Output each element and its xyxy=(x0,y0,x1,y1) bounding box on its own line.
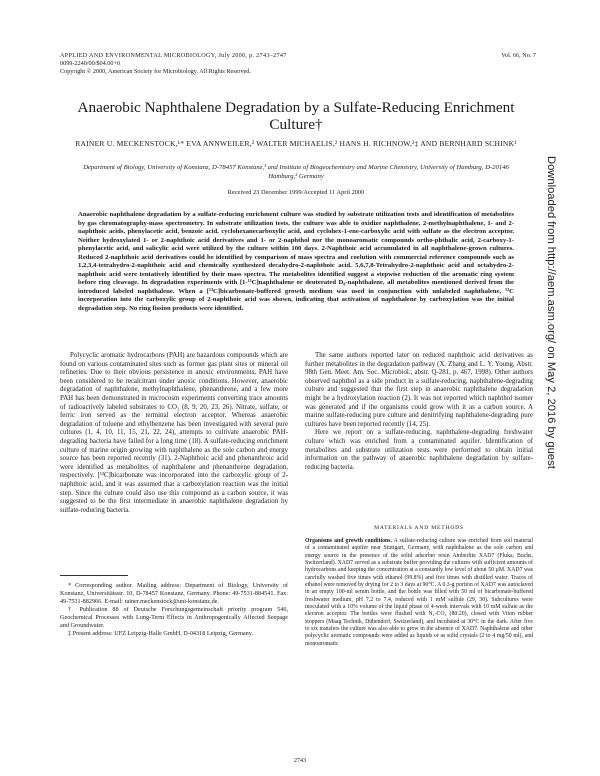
received-accepted-dates: Received 23 December 1999/Accepted 11 April 2000 xyxy=(227,189,365,196)
affiliations: Department of Biology, University of Konstanz, D-78457 Konstanz,¹ and Institute of Biogeochemistry and Marine Chemistry, University of Hamburg, D-20146 Hamburg,² Germany xyxy=(83,164,509,180)
copyright-line: Copyright © 2000, American Society for Microbiology. All Rights Reserved. xyxy=(60,68,251,76)
page-number: 2743 xyxy=(293,757,307,764)
abstract: Anaerobic naphthalene degradation by a sulfate-reducing enrichment culture was studied by substrate utilization tests and identification of metabolites by gas chromatography-mass spectrometry. In substrate utilization tests, the culture was able to oxidize naphthalene, 2-methylnaphthalene, 1- and 2-naphthoic acids, phenylacetic acid, benzoic acid, cyclohexanecarboxylic acid, and cyclohex-1-ene-carboxylic acid with sulfate as the electron acceptor. Neither hydroxylated 1- or 2-naphthoic acid derivatives and 1- or 2-naphthol nor the monoaromatic compounds ortho-phthalic acid, 2-carboxy-1-phenylacetic acid, and salicylic acid were utilized by the culture within 100 days. 2-Naphthoic acid accumulated in all naphthalene-grown cultures. Reduced 2-naphthoic acid derivatives could be identified by comparison of mass spectra and coelution with commercial reference compounds such as 1,2,3,4-tetrahydro-2-naphthoic acid and chemically synthesized decahydro-2-naphthoic acid. 5,6,7,8-Tetrahydro-2-naphthoic acid and octahydro-2-naphthoic acid were tentatively identified by their mass spectra. The metabolites identified suggest a stepwise reduction of the aromatic ring system before ring cleavage. In degradation experiments with [1-¹³C]naphthalene or deuterated D₈-naphthalene, all metabolites mentioned derived from the introduced labeled naphthalene. When a [¹³C]bicarbonate-buffered growth medium was used in conjunction with unlabeled naphthalene, ¹³C incorporation into the carboxylic group of 2-naphthoic acid was shown, indicating that activation of naphthalene by carboxylation was the initial degradation step. No ring fission products were identified. xyxy=(78,211,514,313)
footnotes xyxy=(60,582,288,638)
intro-paragraph-3: Here we report on a sulfate-reducing, naphthalene-degrading freshwater culture which was enriched from a contaminated aquifer. Identification of metabolites and substrate utilization tests were performed to obtain initial information on the pathway of anaerobic naphthalene degradation by sulfate-reducing bacteria. xyxy=(305,429,533,471)
download-watermark-text: Downloaded from http://aem.asm.org/ on May 2, 2016 by guest xyxy=(545,156,557,469)
journal-citation: APPLIED AND ENVIRONMENTAL MICROBIOLOGY, July 2000, p. 2743–2747 xyxy=(60,52,287,59)
running-header xyxy=(60,52,287,77)
author-list: RAINER U. MECKENSTOCK,¹* EVA ANNWEILER,² WALTER MICHAELIS,² HANS H. RICHNOW,²‡ AND BERNHARD SCHINK¹ xyxy=(75,139,517,148)
methods-paragraph xyxy=(305,538,533,648)
volume-issue: Vol. 66, No. 7 xyxy=(501,52,536,59)
footnote-publication: † Publication 88 of Deutsche Forschungsgemeinschaft priority program 546, Geochemical Processes with Long-Term Effects in Anthropogenically Affected Seepage and Groundwater. xyxy=(60,606,288,629)
intro-paragraph: Polycyclic aromatic hydrocarbons (PAH) are hazardous compounds which are found on various contaminated sites such as former gas plant sites or mineral oil refineries. Due to their obvious persistence in anoxic environments, PAH have been considered to be recalcitrant under anoxic conditions. However, anaerobic degradation of naphthalene, methylnaphthalene, phenanthrene, and a few more PAH has been demonstrated in microcosm experiments converting trace amounts of radioactively labeled substrates to CO₂ (8, 9, 20, 23, 26). Nitrate, sulfate, or ferric iron served as the terminal electron acceptor. Whereas anaerobic degradation of toluene and ethylbenzene has been investigated with several pure cultures (1, 4, 10, 11, 15, 21, 22, 24), attempts to cultivate anaerobic PAH-degrading bacteria have failed for a long time (18). A sulfate-reducing enrichment culture of marine origin growing with naphthalene as the sole carbon and energy source has been reported recently (31). 2-Naphthoic acid and phenanthroic acid were identified as metabolites of naphthalene and phenanthrene degradation, respectively. [¹³C]bicarbonate was incorporated into the carboxylic group of 2-naphthoic acid, and it was assumed that a carboxylation reaction was the initial step. Since the culture could also use this compound as a carbon source, it was suggested to be the first intermediate in anaerobic naphthalene degradation by sulfate-reducing bacteria. xyxy=(60,352,288,514)
body-column-right xyxy=(305,352,533,472)
footnote-corresponding: * Corresponding author. Mailing address: Department of Biology, University of Konstanz, Universitätsstr. 10, D-78457 Konstanz, Germany. Phone: 49-7531-884541. Fax: 49-7531-882966. E-mail: rainer.meckenstock@uni-konstanz.de. xyxy=(60,582,288,605)
body-column-left xyxy=(60,352,288,515)
methods-text: A sulfate-reducing culture was enriched from soil material of a contaminated aquifer near Stuttgart, Germany, with naphthalene as the sole carbon and energy source in the presence of the solid adsorber resin Amberlite XAD7 (Fluka, Buchs, Switzerland). XAD7 served as a substrate buffer providing the cultures with sufficient amounts of hydrocarbons and keeping the concentration at a constantly low level of about 50 µM. XAD7 was carefully washed five times with ethanol (99.8%) and five times with distilled water. Traces of ethanol were removed by drying for 2 to 3 days at 90°C. A 0.3-g portion of XAD7 was autoclaved in an empty 100-ml serum bottle, and the bottle was filled with 50 ml of bicarbonate-buffered freshwater medium, pH 7.2 to 7.4, reduced with 1 mM sulfide (29, 30). Subcultures were inoculated with a 10% volume of the liquid phase of 4-week intervals with 10 mM sulfate as the electron acceptor. The bottles were flushed with N₂-CO₂ (80:20), closed with Viton rubber stoppers (Maag Technik, Dübendorf, Switzerland), and incubated at 30°C in the dark. After five to six transfers the culture was also able to grow in the absence of XAD7. Naphthalene and other polycyclic aromatic compounds were added as liquids or as solid crystals (2 to 4 mg/50 ml), and monoaromatic xyxy=(305,538,533,647)
section-heading-methods: MATERIALS AND METHODS xyxy=(374,525,464,531)
intro-paragraph-2: The same authors reported later on reduced naphthoic acid derivatives as further metabolites in the degradation pathway (X. Zhang and L. Y. Young, Abstr. 98th Gen. Meet. Am. Soc. Microbiol., abstr. Q-281, p. 467, 1998). Other authors observed naphthol as a side product in a sulfate-reducing, naphthalene-degrading culture and suggested that the first step in anaerobic naphthalene degradation might be a hydroxylation reaction (2). It was not reported which naphthol isomer was generated and if the organisms could grow with it as a carbon source. A marine sulfate-reducing pure culture and denitrifying naphthalene-degrading pure cultures have been reported recently (14, 25). xyxy=(305,352,533,428)
download-watermark xyxy=(545,156,559,596)
methods-subheading: Organisms and growth conditions. xyxy=(305,538,392,544)
footnote-present-address: ‡ Present address: UFZ Leipzig-Halle GmbH, D-04318 Leipzig, Germany. xyxy=(68,630,254,637)
article-title: Anaerobic Naphthalene Degradation by a Sulfate-Reducing Enrichment Culture† xyxy=(77,99,515,133)
issn-line: 0099-2240/00/$04.00+0 xyxy=(60,60,121,68)
footnote-divider xyxy=(60,575,128,576)
